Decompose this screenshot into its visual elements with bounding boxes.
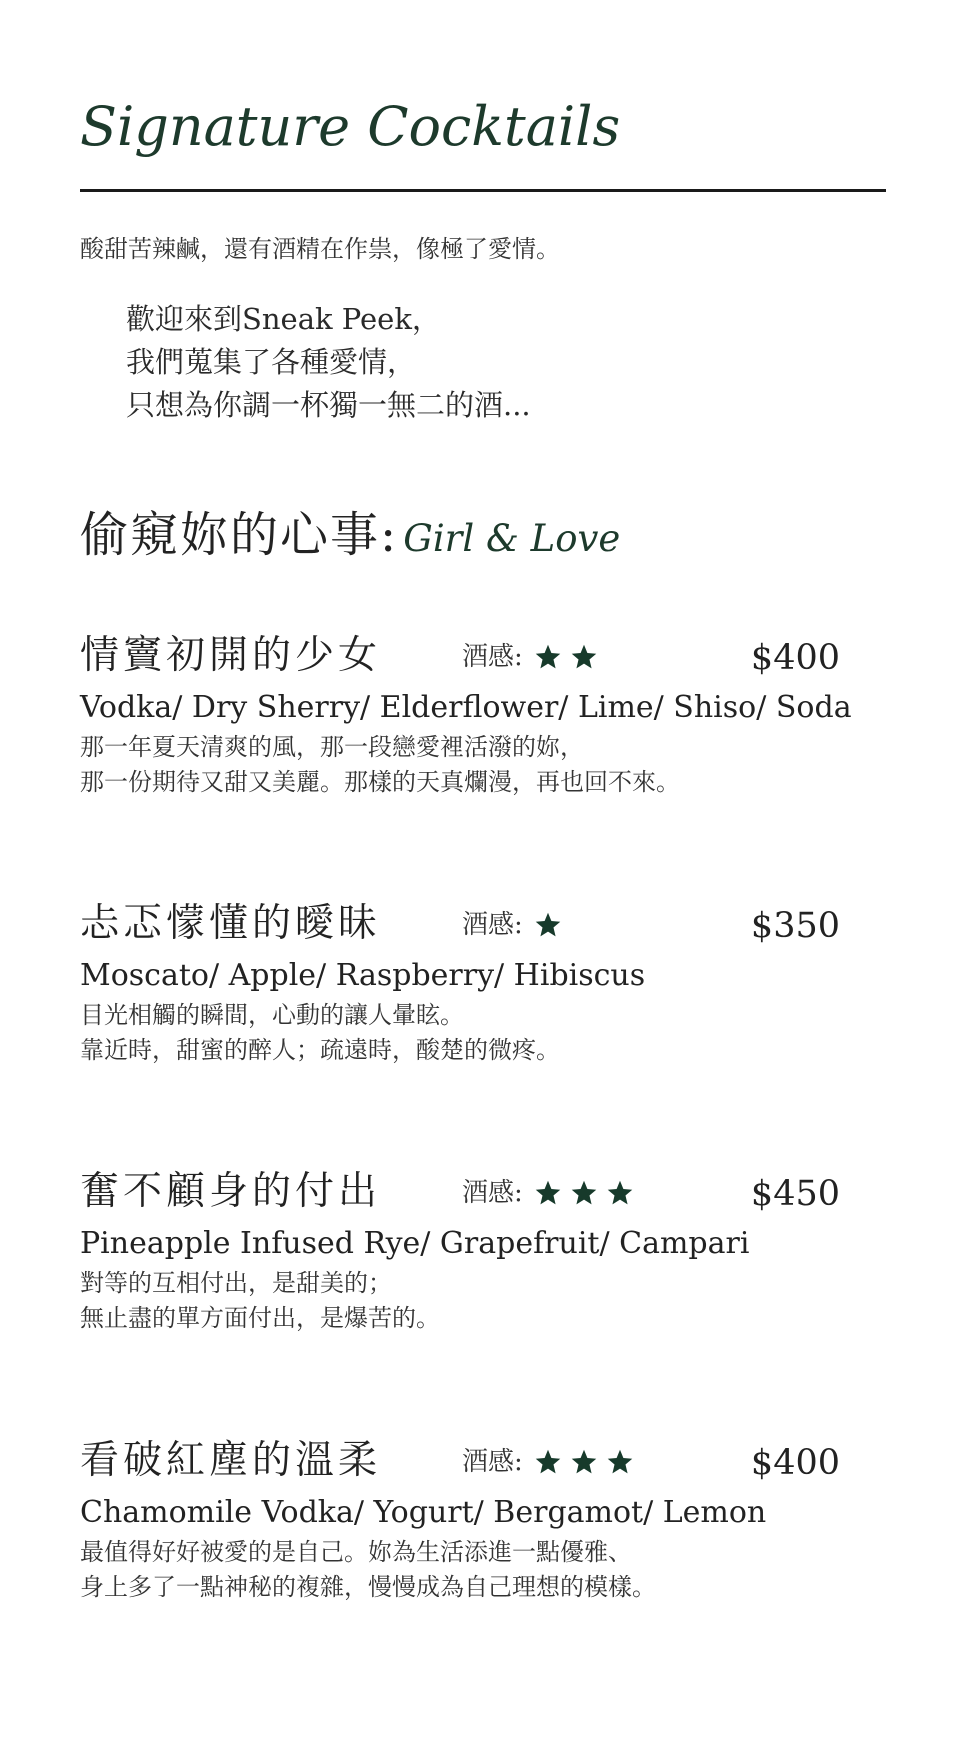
cocktail-ingredients: Pineapple Infused Rye/ Grapefruit/ Campari	[80, 1226, 750, 1261]
star-icon	[569, 643, 599, 671]
star-icon	[533, 643, 563, 671]
star-icon	[569, 1448, 599, 1476]
strength-rating	[462, 1445, 641, 1479]
description-line: 無止盡的單方面付出，是爆苦的。	[80, 1304, 440, 1332]
star-icon	[533, 911, 563, 939]
description-line: 那一年夏天清爽的風，那一段戀愛裡活潑的妳，	[80, 733, 584, 761]
star-icon	[533, 1179, 563, 1207]
cocktail-ingredients: Moscato/ Apple/ Raspberry/ Hibiscus	[80, 958, 646, 993]
strength-rating	[462, 1176, 641, 1210]
cocktail-item	[80, 1435, 840, 1615]
cocktail-name: 忐忑懞懂的曖昧	[80, 901, 382, 946]
cocktail-ingredients: Vodka/ Dry Sherry/ Elderflower/ Lime/ Shiso/ Soda	[80, 690, 852, 725]
cocktail-name: 看破紅塵的溫柔	[80, 1438, 382, 1483]
intro-line: 歡迎來到Sneak Peek，	[126, 302, 441, 336]
strength-label: 酒感:	[462, 1447, 523, 1477]
star-icon	[533, 1448, 563, 1476]
title-divider	[80, 189, 886, 192]
star-rating	[533, 643, 605, 671]
cocktail-item	[80, 898, 840, 1078]
cocktail-item	[80, 630, 852, 810]
description-line: 對等的互相付出，是甜美的；	[80, 1269, 392, 1297]
star-icon	[569, 1179, 599, 1207]
cocktail-name: 情竇初開的少女	[80, 633, 382, 678]
description-line: 最值得好好被愛的是自己。妳為生活添進一點優雅、	[80, 1538, 632, 1566]
cocktail-price: $400	[750, 1443, 840, 1483]
strength-label: 酒感:	[462, 1178, 523, 1208]
description-line: 目光相觸的瞬間，心動的讓人暈眩。	[80, 1001, 464, 1029]
cocktail-description	[80, 730, 680, 800]
cocktail-description	[80, 1535, 656, 1605]
star-icon	[605, 1179, 635, 1207]
cocktail-ingredients: Chamomile Vodka/ Yogurt/ Bergamot/ Lemon	[80, 1495, 767, 1530]
page-title: Signature Cocktails	[80, 95, 621, 158]
cocktail-description	[80, 998, 560, 1068]
intro-text	[126, 298, 531, 427]
strength-rating	[462, 640, 605, 674]
intro-line: 我們蒐集了各種愛情，	[126, 345, 417, 379]
section-title-zh: 偷窺妳的心事:	[80, 507, 399, 563]
star-rating	[533, 1448, 641, 1476]
strength-label: 酒感:	[462, 642, 523, 672]
description-line: 靠近時，甜蜜的醉人；疏遠時，酸楚的微疼。	[80, 1036, 560, 1064]
star-rating	[533, 1179, 641, 1207]
cocktail-description	[80, 1266, 440, 1336]
tagline: 酸甜苦辣鹹，還有酒精在作祟，像極了愛情。	[80, 235, 560, 263]
cocktail-item	[80, 1166, 840, 1346]
section-title-en: Girl & Love	[403, 517, 621, 560]
star-rating	[533, 911, 569, 939]
cocktail-price: $350	[750, 906, 840, 946]
cocktail-price: $450	[750, 1174, 840, 1214]
star-icon	[605, 1448, 635, 1476]
cocktail-name: 奮不顧身的付出	[80, 1169, 382, 1214]
section-heading	[80, 500, 620, 570]
strength-rating	[462, 908, 569, 942]
strength-label: 酒感:	[462, 910, 523, 940]
description-line: 那一份期待又甜又美麗。那樣的天真爛漫，再也回不來。	[80, 768, 680, 796]
intro-line: 只想為你調一杯獨一無二的酒...	[126, 388, 531, 422]
cocktail-price: $400	[750, 638, 840, 678]
description-line: 身上多了一點神秘的複雜，慢慢成為自己理想的模樣。	[80, 1573, 656, 1601]
